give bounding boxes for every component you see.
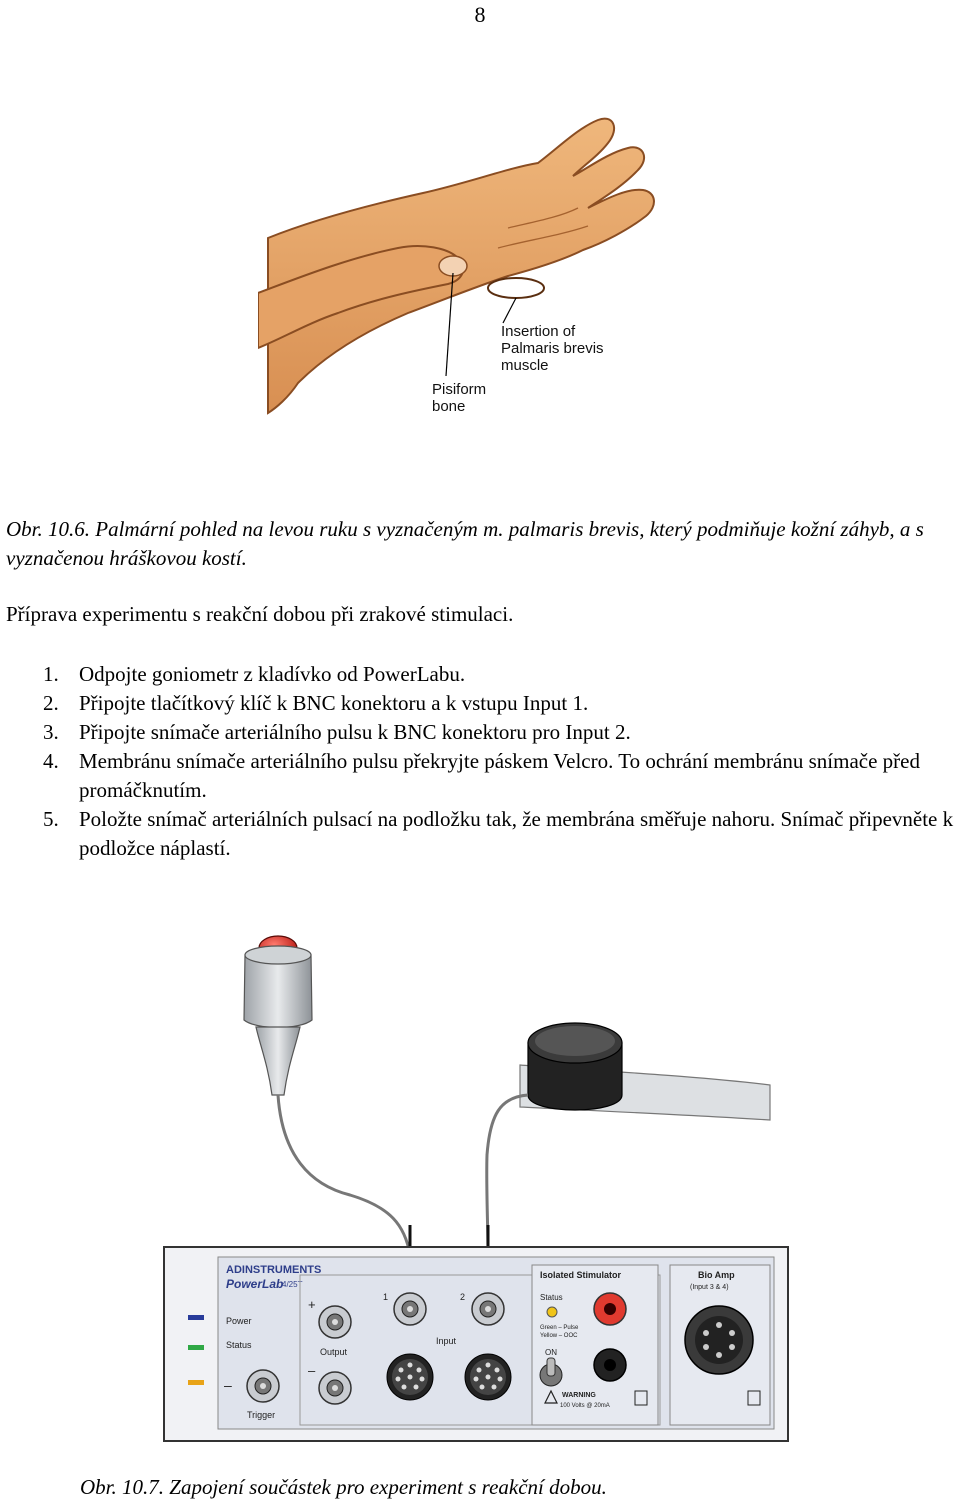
stimulator-black-terminal[interactable] — [594, 1349, 626, 1381]
channel1-label: 1 — [383, 1292, 389, 1302]
stimulator-status-label: Status — [540, 1293, 563, 1302]
powerlab-setup-illustration — [160, 925, 792, 1445]
output-plus-bnc[interactable] — [319, 1306, 351, 1338]
output-minus-bnc[interactable] — [319, 1372, 351, 1404]
step-text: Odpojte goniometr z kladívko od PowerLabu. — [79, 662, 466, 686]
bioamp-subtitle: (Input 3 & 4) — [690, 1284, 729, 1291]
step-text: Položte snímač arteriálních pulsací na podložku tak, že membrána směřuje nahoru. Snímač připevněte k podložce náplastí. — [79, 807, 954, 860]
list-item — [6, 689, 960, 718]
power-label: Power — [226, 1316, 252, 1326]
brand-label: ADINSTRUMENTS — [226, 1264, 322, 1276]
stimulator-warning1: WARNING — [562, 1392, 596, 1399]
pisiform-label-line2: bone — [432, 398, 466, 415]
output-plus: + — [308, 1297, 316, 1312]
insertion-label-line2: Palmaris brevis — [501, 340, 604, 357]
output-label: Output — [320, 1347, 348, 1357]
stimulator-legend1: Green – Pulse — [540, 1325, 579, 1331]
list-item — [6, 718, 960, 747]
bioamp-connector[interactable] — [685, 1306, 753, 1374]
list-item — [6, 660, 960, 689]
figure2-caption: Obr. 10.7. Zapojení součástek pro experiment s reakční dobou. — [80, 1475, 607, 1499]
input1-bnc[interactable] — [394, 1293, 426, 1325]
list-item — [6, 805, 960, 863]
step-number: 3. — [43, 720, 59, 744]
step-number: 1. — [43, 662, 59, 686]
step-text: Připojte tlačítkový klíč k BNC konektoru a k vstupu Input 1. — [79, 691, 589, 715]
input2-din-connector[interactable] — [465, 1354, 511, 1400]
step-number: 5. — [43, 807, 59, 831]
stimulator-red-terminal[interactable] — [594, 1293, 626, 1325]
trigger-minus: – — [224, 1377, 232, 1393]
output-minus: – — [308, 1363, 316, 1378]
stimulator-warning2: 100 Volts @ 20mA — [560, 1403, 610, 1409]
figure1-caption: Obr. 10.6. Palmární pohled na levou ruku s vyznačeným m. palmaris brevis, který podmiňuje kožní záhyb, a s vyznačenou hráškovou kostí. — [6, 517, 924, 570]
insertion-marker — [488, 278, 544, 298]
stimulator-status-led — [547, 1307, 557, 1317]
trigger-bnc-connector[interactable] — [247, 1370, 279, 1402]
hand-illustration — [258, 108, 688, 426]
powerlab-front-panel — [164, 1247, 788, 1441]
steps-list — [6, 660, 960, 863]
pulse-transducer — [487, 1023, 770, 1255]
page-number: 8 — [474, 2, 486, 27]
push-button-switch — [244, 936, 410, 1255]
insertion-label-line1: Insertion of — [501, 323, 576, 340]
trigger-led — [188, 1380, 204, 1385]
list-item — [6, 747, 960, 805]
section-heading: Příprava experimentu s reakční dobou při zrakové stimulaci. — [6, 602, 514, 626]
input-label: Input — [436, 1336, 457, 1346]
trigger-label: Trigger — [247, 1410, 276, 1420]
stimulator-legend2: Yellow – OOC — [540, 1333, 578, 1339]
step-text: Připojte snímače arteriálního pulsu k BNC konektoru pro Input 2. — [79, 720, 631, 744]
stimulator-title: Isolated Stimulator — [540, 1270, 622, 1280]
step-text: Membránu snímače arteriálního pulsu překryjte páskem Velcro. To ochrání membránu snímače před promáčknutím. — [79, 749, 920, 802]
input2-bnc[interactable] — [472, 1293, 504, 1325]
model-suffix-label: 4/25T — [282, 1280, 303, 1289]
stimulator-on-label: ON — [545, 1348, 557, 1357]
pisiform-label-line1: Pisiform — [432, 381, 487, 398]
channel2-label: 2 — [460, 1292, 466, 1302]
insertion-label-line3: muscle — [501, 357, 549, 374]
power-led — [188, 1315, 204, 1320]
model-label: PowerLab — [226, 1277, 284, 1291]
step-number: 2. — [43, 691, 59, 715]
step-number: 4. — [43, 749, 59, 773]
bioamp-title: Bio Amp — [698, 1270, 735, 1280]
input1-din-connector[interactable] — [387, 1354, 433, 1400]
status-led — [188, 1345, 204, 1350]
status-label: Status — [226, 1340, 252, 1350]
